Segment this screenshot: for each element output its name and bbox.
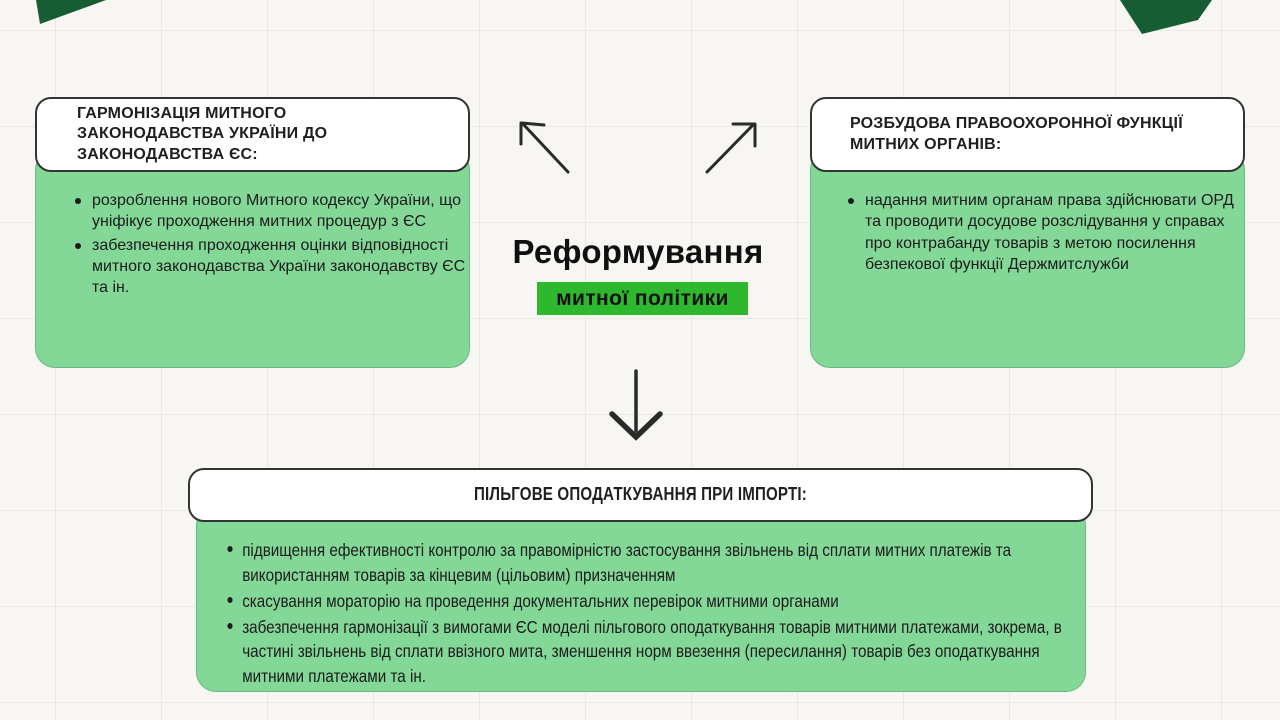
arrow-up-left-icon <box>521 123 568 172</box>
card-header-harmonization <box>35 97 470 172</box>
main-title: Реформування <box>512 233 764 270</box>
bullet-item: надання митним органам права здійснювати ОРД та проводити досудове розслідування у справах про контрабанду товарів з метою посилення безпекової функції Держмитслужби <box>848 190 1253 275</box>
corner-accent-top-left-icon <box>30 0 120 30</box>
bullet-item: забезпечення гармонізації з вимогами ЄС моделі пільгового оподаткування товарів митними платежами, зокрема, в частині звільнень від сплати ввізного мита, зменшення норм ввезення (пересилання) товарів без оподаткування митними платежами та ін. <box>227 615 1084 690</box>
bullet-list-preferential-taxation <box>210 538 1084 690</box>
card-title-preferential-taxation: ПІЛЬГОВЕ ОПОДАТКУВАННЯ ПРИ ІМПОРТІ: <box>474 484 807 505</box>
bullet-item: розроблення нового Митного кодексу України, що уніфікує проходження митних процедур з ЄС <box>75 190 475 233</box>
main-title-highlight <box>537 282 748 315</box>
bullet-item: скасування мораторію на проведення документальних перевірок митними органами <box>227 589 1084 614</box>
card-title-law-enforcement: РОЗБУДОВА ПРАВООХОРОННОЇ ФУНКЦІЇ МИТНИХ ОРГАНІВ: <box>850 115 1183 153</box>
corner-accent-top-right-icon <box>1116 0 1216 40</box>
bullet-item: забезпечення проходження оцінки відповідності митного законодавства України законодавству ЄС та ін. <box>75 235 475 299</box>
bullet-list-harmonization <box>55 190 475 300</box>
card-header-law-enforcement <box>810 97 1245 172</box>
card-title-harmonization: ГАРМОНІЗАЦІЯ МИТНОГО ЗАКОНОДАВСТВА УКРАЇНИ ДО ЗАКОНОДАВСТВА ЄС: <box>77 104 328 163</box>
bullet-item: підвищення ефективності контролю за правомірністю застосування звільнень від сплати митних платежів та використанням товарів за кінцевим (цільовим) призначенням <box>227 538 1084 588</box>
bullet-list-law-enforcement <box>828 190 1253 277</box>
arrow-up-right-icon <box>707 124 755 172</box>
main-title-highlight-text: митної політики <box>556 286 729 310</box>
card-header-preferential-taxation <box>188 468 1093 522</box>
arrow-down-icon <box>612 371 660 437</box>
